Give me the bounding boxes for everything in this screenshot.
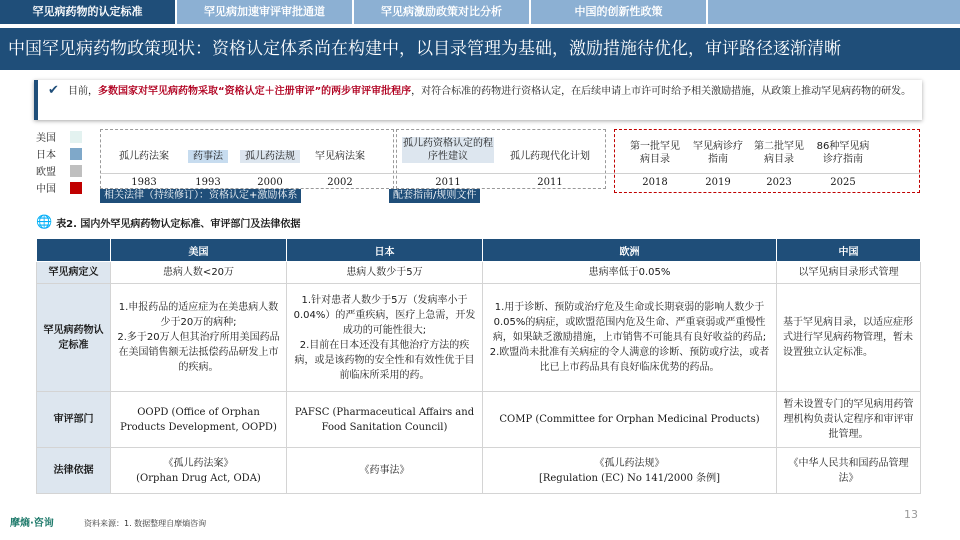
legend-swatch <box>70 131 82 143</box>
table-cell: 暂未设置专门的罕见病用药管理机构负责认定程序和审评审批管理。 <box>777 392 921 448</box>
summary-text-pre: 目前， <box>68 86 98 97</box>
tag-supporting-guides: 配套指南/规则文件 <box>389 189 480 203</box>
globe-icon: 🌐 <box>36 215 53 230</box>
table-row <box>37 448 921 494</box>
timeline-legend <box>36 128 82 196</box>
legend-item-china <box>36 179 82 196</box>
criteria-table <box>36 238 921 494</box>
timeline-year: 2025 <box>830 177 856 188</box>
tab-orphan-drug-criteria[interactable]: 罕见病药物的认定标准 <box>0 0 175 24</box>
top-tabs <box>0 0 960 24</box>
legend-item-japan <box>36 145 82 162</box>
timeline-event: 孤儿药法规 <box>240 150 300 163</box>
legend-swatch <box>70 165 82 177</box>
tab-incentive-comparison[interactable]: 罕见病激励政策对比分析 <box>354 0 529 24</box>
legend-swatch <box>70 182 82 194</box>
summary-highlight: 多数国家对罕见病药物采取“资格认定＋注册审评”的两步审评审批程序 <box>98 86 412 97</box>
table-header: 美国 <box>111 239 287 262</box>
table-cell: 患病人数<20万 <box>111 262 287 284</box>
timeline-year: 1983 <box>131 177 157 188</box>
legend-label: 美国 <box>36 133 56 144</box>
table-cell: 患病人数少于5万 <box>287 262 483 284</box>
timeline-year: 2002 <box>327 177 353 188</box>
timeline-event: 第一批罕见病目录 <box>630 141 680 165</box>
row-head: 法律依据 <box>37 448 111 494</box>
legend-swatch <box>70 148 82 160</box>
timeline-year: 2011 <box>435 177 461 188</box>
legend-label: 中国 <box>36 184 56 195</box>
tab-accelerated-review[interactable]: 罕见病加速审评审批通道 <box>177 0 352 24</box>
table-title-text: 表2. 国内外罕见病药物认定标准、审评部门及法律依据 <box>56 219 301 230</box>
legend-item-eu <box>36 162 82 179</box>
table-cell: 基于罕见病目录，以适应症形式进行罕见病药物管理，暂未设置独立认定标准。 <box>777 284 921 392</box>
page-number: 13 <box>904 508 918 521</box>
row-head: 罕见病定义 <box>37 262 111 284</box>
row-head: 罕见病药物认定标准 <box>37 284 111 392</box>
timeline-event: 罕见病法案 <box>315 151 365 162</box>
timeline-event: 孤儿药现代化计划 <box>510 151 590 162</box>
timeline-event: 孤儿药法案 <box>119 151 169 162</box>
table-cell: 《孤儿药法规》 [Regulation (EC) No 141/2000 条例] <box>483 448 777 494</box>
summary-box <box>34 80 922 120</box>
table-cell: 以罕见病目录形式管理 <box>777 262 921 284</box>
table-cell: 患病率低于0.05% <box>483 262 777 284</box>
table-cell: OOPD (Office of Orphan Products Development, OOPD) <box>111 392 287 448</box>
table-row <box>37 284 921 392</box>
legend-label: 欧盟 <box>36 167 56 178</box>
checkmark-icon: ✔ <box>48 83 59 98</box>
table-cell: PAFSC (Pharmaceutical Affairs and Food Sanitation Council) <box>287 392 483 448</box>
tab-china-innovation[interactable]: 中国的创新性政策 <box>531 0 706 24</box>
timeline-event: 第二批罕见病目录 <box>754 141 804 165</box>
timeline-event: 孤儿药资格认定的程序性建议 <box>403 138 493 162</box>
table-header: 中国 <box>777 239 921 262</box>
table-cell: 《药事法》 <box>287 448 483 494</box>
table-header <box>37 239 111 262</box>
legend-label: 日本 <box>36 150 56 161</box>
table-header-row <box>37 239 921 262</box>
table-header: 日本 <box>287 239 483 262</box>
brand-logo: 摩熵·咨询 <box>10 518 54 529</box>
source-note: 资料来源：1. 数据整理自摩熵咨询 <box>84 519 207 528</box>
timeline-event: 86种罕见病诊疗指南 <box>816 141 870 165</box>
timeline-year: 2011 <box>537 177 563 188</box>
timeline-event: 药事法 <box>188 150 228 163</box>
row-head: 审评部门 <box>37 392 111 448</box>
timeline-year: 1993 <box>195 177 221 188</box>
table-cell: 1.申报药品的适应症为在美患病人数少于20万的病种; 2.多于20万人但其治疗所用美国药品在美国销售额无法抵偿药品研发上市的疾病。 <box>111 284 287 392</box>
timeline-year: 2023 <box>766 177 792 188</box>
legend-item-us <box>36 128 82 145</box>
page-title: 中国罕见病药物政策现状：资格认定体系尚在构建中，以目录管理为基础，激励措施待优化，审评路径逐渐清晰 <box>0 28 960 70</box>
table-cell: 1.用于诊断、预防或治疗危及生命或长期衰弱的影响人数少于0.05%的病症，或欧盟范围内危及生命、严重衰弱或严重慢性病，如果缺乏激励措施，上市销售不可能具有良好收益的药品; 2.欧盟尚未批准有关病症的令人满意的诊断、预防或疗法，或者比已上市药品具有良好临床优势的药品。 <box>483 284 777 392</box>
table-header: 欧洲 <box>483 239 777 262</box>
table-title <box>36 215 300 230</box>
timeline-event: 罕见病诊疗指南 <box>693 141 743 165</box>
table-cell: COMP (Committee for Orphan Medicinal Products) <box>483 392 777 448</box>
timeline-year: 2019 <box>705 177 731 188</box>
summary-text-post: ，对符合标准的药物进行资格认定，在后续申请上市许可时给予相关激励措施，从政策上推动罕见病药物的研发。 <box>411 86 912 97</box>
table-row <box>37 392 921 448</box>
table-cell: 《中华人民共和国药品管理法》 <box>777 448 921 494</box>
tab-bar-fill <box>708 0 960 24</box>
table-row <box>37 262 921 284</box>
table-cell: 《孤儿药法案》 (Orphan Drug Act, ODA) <box>111 448 287 494</box>
tag-related-laws: 相关法律（持续修订）：资格认定+激励体系 <box>100 189 301 203</box>
timeline-year: 2000 <box>257 177 283 188</box>
timeline-axis <box>100 173 920 174</box>
timeline-year: 2018 <box>642 177 668 188</box>
table-cell: 1.针对患者人数少于5万（发病率小于0.04%）的严重疾病，医疗上急需，开发成功的可能性很大; 2.目前在日本还没有其他治疗方法的疾病，或是该药物的安全性和有效性优于目前临床所采用的药。 <box>287 284 483 392</box>
